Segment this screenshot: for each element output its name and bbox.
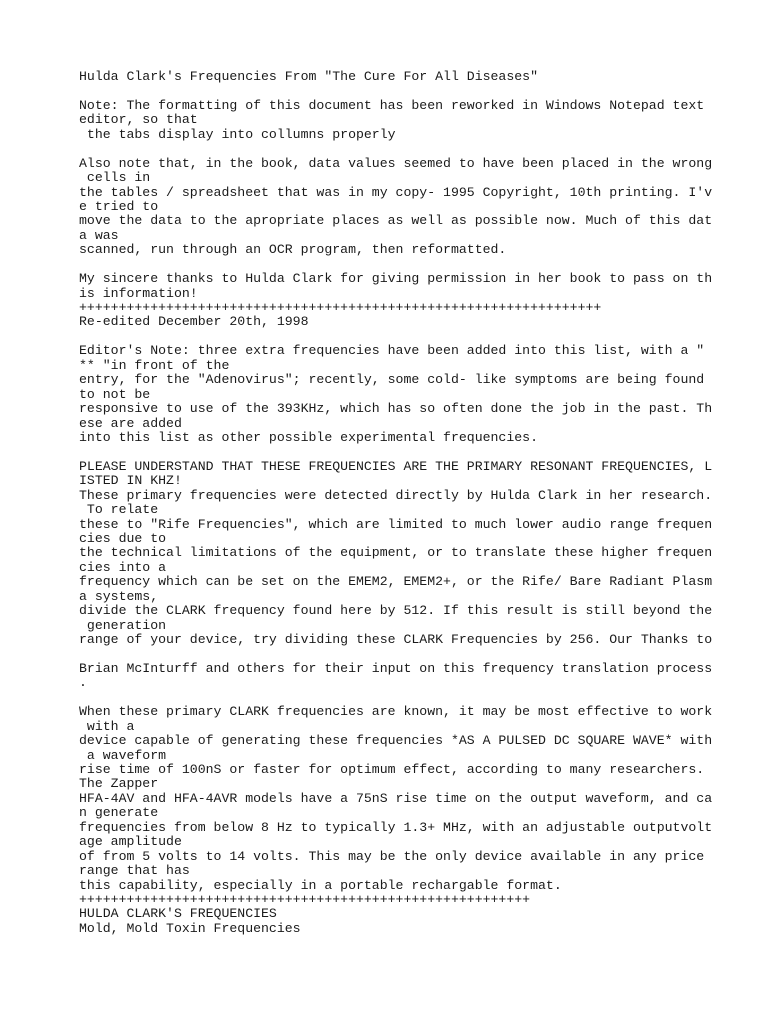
text-line: editor, so that	[79, 112, 198, 128]
text-line: device capable of generating these frequencies *AS A PULSED DC SQUARE WAVE* with	[79, 733, 713, 749]
text-line: responsive to use of the 393KHz, which has so often done the job in the past. Th	[79, 401, 713, 417]
text-line: of from 5 volts to 14 volts. This may be the only device available in any price	[79, 848, 705, 864]
text-line: range of your device, try dividing these CLARK Frequencies by 256. Our Thanks to	[79, 632, 713, 648]
text-line: Note: The formatting of this document has been reworked in Windows Notepad text	[79, 97, 705, 113]
text-line: is information!	[79, 285, 198, 301]
text-line: Mold, Mold Toxin Frequencies	[79, 920, 301, 936]
text-line: My sincere thanks to Hulda Clark for giving permission in her book to pass on th	[79, 271, 713, 287]
text-line: frequency which can be set on the EMEM2, EMEM2+, or the Rife/ Bare Radiant Plasm	[79, 574, 713, 590]
blank-line	[79, 691, 719, 705]
blank-line	[79, 258, 719, 272]
document-body	[79, 70, 719, 936]
text-line: into this list as other possible experimental frequencies.	[79, 429, 538, 445]
text-line: The Zapper	[79, 776, 159, 792]
text-line: To relate	[79, 502, 159, 518]
text-line: cells in	[79, 170, 151, 186]
text-line: Re-edited December 20th, 1998	[79, 314, 309, 330]
blank-line	[79, 648, 719, 662]
text-line: HFA-4AV and HFA-4AVR models have a 75nS rise time on the output waveform, and ca	[79, 790, 713, 806]
text-line: the tables / spreadsheet that was in my copy- 1995 Copyright, 10th printing. I'v	[79, 184, 713, 200]
text-line: cies into a	[79, 559, 167, 575]
text-line: Hulda Clark's Frequencies From "The Cure For All Diseases"	[79, 69, 538, 84]
text-line: divide the CLARK frequency found here by 512. If this result is still beyond the	[79, 603, 713, 619]
text-line: Also note that, in the book, data values seemed to have been placed in the wrong	[79, 155, 713, 171]
blank-line	[79, 84, 719, 98]
text-line: to not be	[79, 386, 151, 402]
text-line: HULDA CLARK'S FREQUENCIES	[79, 906, 277, 922]
text-line: scanned, run through an OCR program, then reformatted.	[79, 242, 507, 258]
text-line: a waveform	[79, 747, 167, 763]
text-line: age amplitude	[79, 834, 182, 850]
text-line: .	[79, 675, 87, 691]
text-line: n generate	[79, 805, 159, 821]
text-line: frequencies from below 8 Hz to typically 1.3+ MHz, with an adjustable outputvolt	[79, 819, 713, 835]
text-line: a was	[79, 227, 119, 243]
text-line: When these primary CLARK frequencies are known, it may be most effective to work	[79, 704, 713, 720]
text-line: the tabs display into collumns properly	[79, 126, 396, 142]
text-line: a systems,	[79, 588, 159, 604]
blank-line	[79, 330, 719, 344]
text-line: cies due to	[79, 531, 167, 546]
text-line: e tried to	[79, 198, 159, 214]
text-line: generation	[79, 617, 167, 633]
text-line: with a	[79, 718, 135, 734]
blank-line	[79, 445, 719, 459]
text-line: ISTED IN KHZ!	[79, 473, 182, 489]
text-line: These primary frequencies were detected directly by Hulda Clark in her research.	[79, 487, 713, 503]
text-line: the technical limitations of the equipment, or to translate these higher frequen	[79, 545, 713, 561]
text-line: rise time of 100nS or faster for optimum effect, according to many researchers.	[79, 762, 705, 777]
text-line: PLEASE UNDERSTAND THAT THESE FREQUENCIES ARE THE PRIMARY RESONANT FREQUENCIES, L	[79, 458, 713, 474]
text-line: Brian McInturff and others for their input on this frequency translation process	[79, 660, 713, 676]
text-line: these to "Rife Frequencies", which are limited to much lower audio range frequen	[79, 516, 713, 532]
text-line: ** "in front of the	[79, 357, 230, 373]
text-line: move the data to the apropriate places as well as possible now. Much of this dat	[79, 213, 713, 229]
text-line: +++++++++++++++++++++++++++++++++++++++++++++++++++++++++	[79, 891, 531, 907]
blank-line	[79, 142, 719, 156]
text-line: Editor's Note: three extra frequencies have been added into this list, with a "	[79, 343, 705, 359]
text-line: range that has	[79, 863, 190, 879]
text-line: ++++++++++++++++++++++++++++++++++++++++++++++++++++++++++++++++++	[79, 300, 602, 315]
text-line: ese are added	[79, 415, 182, 431]
text-line: this capability, especially in a portable rechargable format.	[79, 877, 562, 893]
text-line: entry, for the "Adenovirus"; recently, some cold- like symptoms are being found	[79, 372, 705, 388]
